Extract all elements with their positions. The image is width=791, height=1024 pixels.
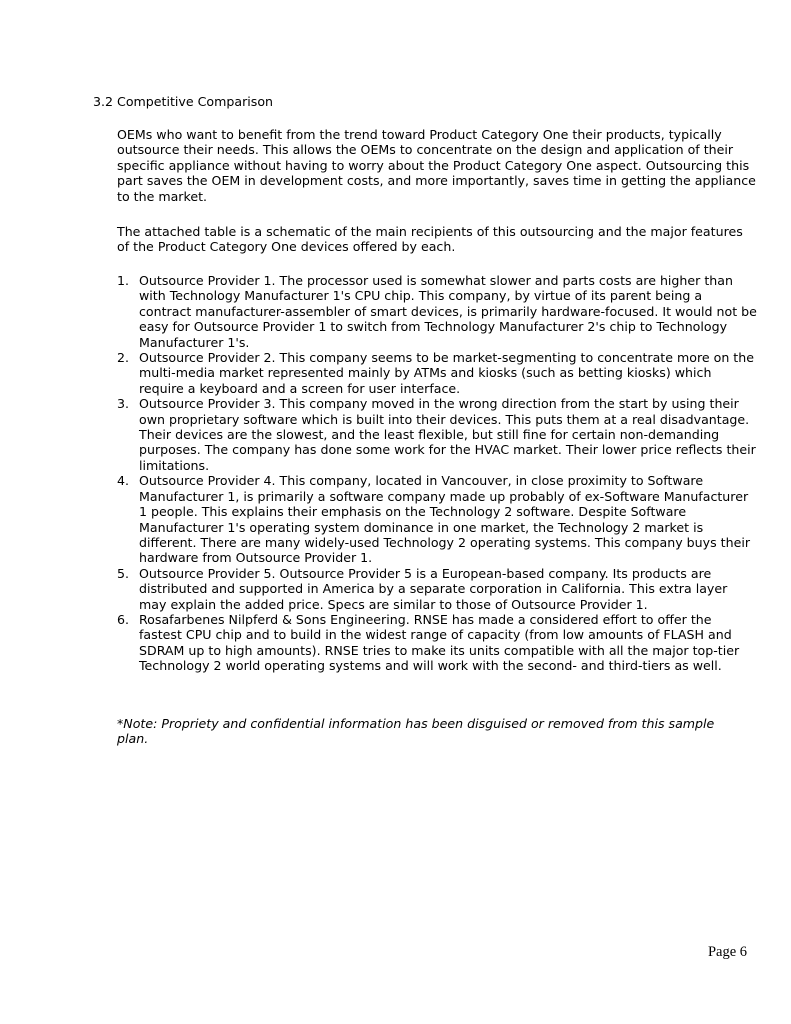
list-item-number: 3. bbox=[117, 396, 130, 412]
intro-paragraph: OEMs who want to benefit from the trend toward Product Category One their products, typically outsource their needs. This allows the OEMs to concentrate on the design and application of their specific appliance without having to worry about the Product Category One aspect. Outsourcing this part saves the OEM in development costs, and more importantly, saves time in getting the appliance to the market. bbox=[117, 127, 756, 204]
list-item-text: Outsource Provider 3. This company moved in the wrong direction from the start by using their own proprietary software which is built into their devices. This puts them at a real disadvantage. Their devices are the slowest, and the least flexible, but still fine for certain non-demanding purposes. The company has done some work for the HVAC market. Their lower price reflects their limitations. bbox=[139, 396, 756, 473]
list-item-text: Outsource Provider 2. This company seems to be market-segmenting to concentrate more on the multi-media market represented mainly by ATMs and kiosks (such as betting kiosks) which require a keyboard and a screen for user interface. bbox=[139, 350, 754, 396]
list-item bbox=[117, 566, 757, 612]
confidentiality-note: *Note: Propriety and confidential information has been disguised or removed from this sample plan. bbox=[117, 716, 715, 747]
list-item-text: Outsource Provider 5. Outsource Provider 5 is a European-based company. Its products are distributed and supported in America by a separate corporation in California. This extra layer may explain the added price. Specs are similar to those of Outsource Provider 1. bbox=[139, 565, 728, 612]
table-description-paragraph: The attached table is a schematic of the main recipients of this outsourcing and the major features of the Product Category One devices offered by each. bbox=[117, 224, 743, 255]
provider-list bbox=[117, 273, 757, 674]
list-item-text: Rosafarbenes Nilpferd & Sons Engineering. RNSE has made a considered effort to offer the fastest CPU chip and to build in the widest range of capacity (from low amounts of FLASH and SDRAM up to high amounts). RNSE tries to make its units compatible with all the major top-tier Technology 2 world operating systems and will work with the second- and third-tiers as well. bbox=[139, 611, 740, 674]
list-item bbox=[117, 612, 757, 674]
list-item-number: 5. bbox=[117, 565, 130, 581]
list-item bbox=[117, 350, 757, 396]
list-item bbox=[117, 473, 757, 565]
list-item-text: Outsource Provider 1. The processor used is somewhat slower and parts costs are higher than with Technology Manufacturer 1's CPU chip. This company, by virtue of its parent being a contract manufacturer-assembler of smart devices, is primarily hardware-focused. It would not be easy for Outsource Provider 1 to switch from Technology Manufacturer 2's chip to Technology Manufacturer 1's. bbox=[139, 273, 757, 350]
list-item bbox=[117, 273, 757, 350]
list-item-number: 6. bbox=[117, 611, 130, 627]
list-item-text: Outsource Provider 4. This company, located in Vancouver, in close proximity to Software Manufacturer 1, is primarily a software company made up probably of ex-Software Manufacturer 1 people. This explains their emphasis on the Technology 2 software. Despite Software Manufacturer 1's operating system dominance in one market, the Technology 2 market is different. There are many widely-used Technology 2 operating systems. This company buys their hardware from Outsource Provider 1. bbox=[139, 473, 751, 566]
section-heading: 3.2 Competitive Comparison bbox=[93, 94, 274, 109]
list-item-number: 4. bbox=[117, 473, 130, 489]
list-item-number: 2. bbox=[117, 350, 130, 366]
page-number: Page 6 bbox=[707, 944, 747, 960]
list-item bbox=[117, 396, 757, 473]
list-item-number: 1. bbox=[117, 273, 130, 288]
